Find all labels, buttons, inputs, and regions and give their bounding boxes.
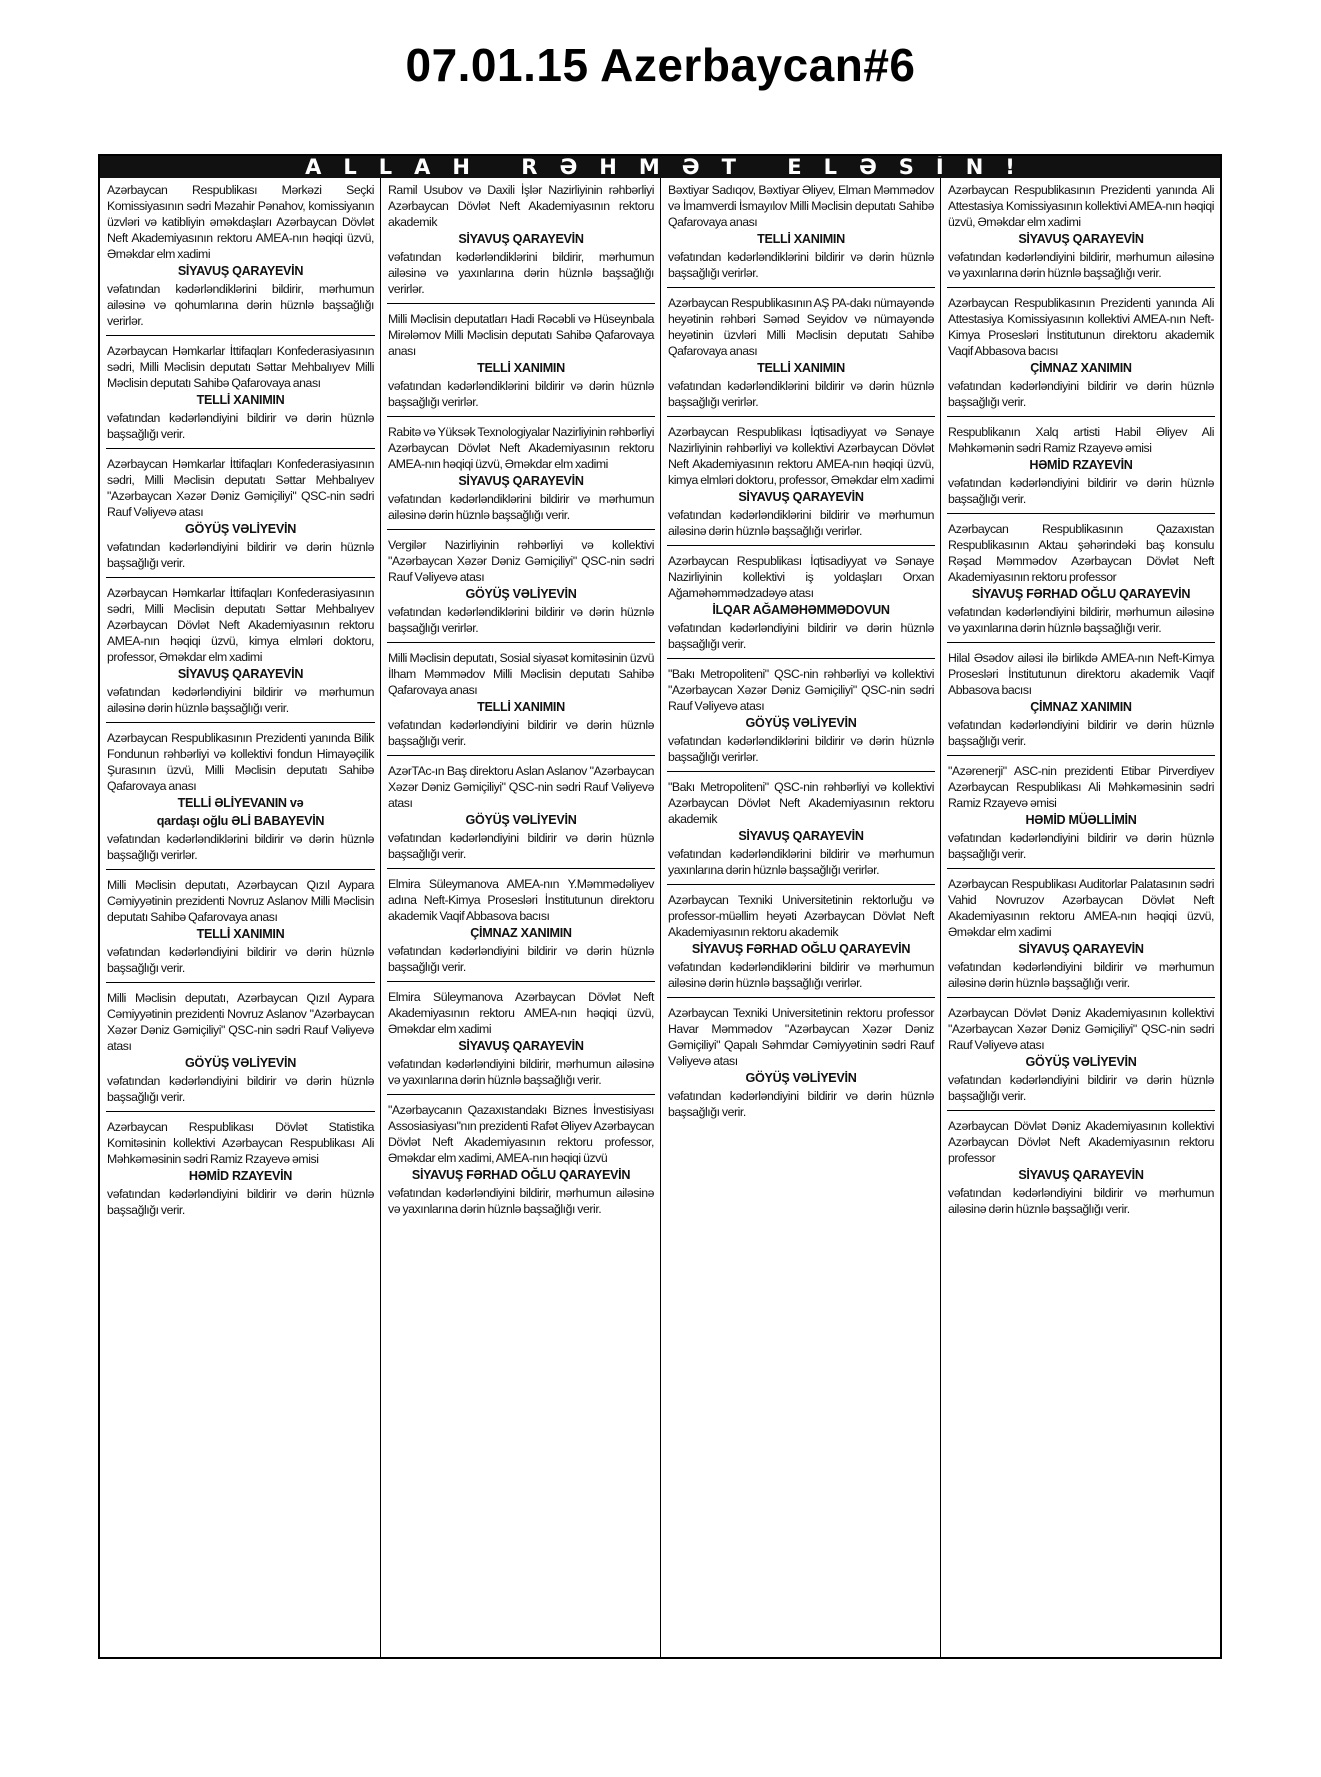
deceased-name: SİYAVUŞ QARAYEVİN (458, 474, 584, 488)
deceased-name: SİYAVUŞ QARAYEVİN (177, 264, 304, 278)
deceased-name: SİYAVUŞ QARAYEVİN (738, 490, 864, 504)
obituary-notice (667, 295, 935, 417)
deceased-name: GÖYÜŞ VƏLİYEVİN (465, 587, 577, 601)
deceased-name: TELLİ XANIMIN (757, 361, 845, 375)
notice-intro: Azərbaycan Dövlət Dəniz Akademiyasının kollektivi "Azərbaycan Xəzər Dəniz Gəmiçiliyi" QSC-nin sədri Rauf Vəliyevə atası (948, 1006, 1214, 1052)
notice-condolence: vəfatından kədərləndiyini bildirir və dərin hüznlə başsağlığı verir. (948, 718, 1214, 748)
notice-intro: Azərbaycan Həmkarlar İttifaqları Konfederasiyasının sədri, Milli Məclisin deputatı Səttar Mehbalıyev "Azərbaycan Xəzər Dəniz Gəmiçiliyi" QSC-nin sədri Rauf Vəliyevə atası (107, 457, 374, 519)
notice-condolence: vəfatından kədərləndiklərini bildirir, mərhumun ailəsinə və yaxınlarına dərin hüznlə başsağlığı verirlər. (388, 250, 654, 296)
notice-condolence: vəfatından kədərləndiyini bildirir və dərin hüznlə başsağlığı verir. (668, 1089, 934, 1119)
banner (100, 156, 1220, 178)
obituary-notice (667, 553, 935, 659)
deceased-name: GÖYÜŞ VƏLİYEVİN (745, 1071, 857, 1085)
notice-intro: Vergilər Nazirliyinin rəhbərliyi və kollektivi "Azərbaycan Xəzər Dəniz Gəmiçiliyi" QSC-nin sədri Rauf Vəliyevə atası (388, 538, 654, 584)
notice-condolence: vəfatından kədərləndiyini bildirir və dərin hüznlə başsağlığı verir. (948, 1073, 1214, 1103)
notice-condolence: vəfatından kədərləndiyini bildirir, mərhumun ailəsinə və yaxınlarına dərin hüznlə başsağlığı verir. (388, 1057, 654, 1087)
obituary-notice (387, 182, 655, 304)
column-2 (380, 178, 660, 1657)
column-3 (660, 178, 940, 1657)
notice-condolence: vəfatından kədərləndiklərini bildirir və mərhumun ailəsinə dərin hüznlə başsağlığı verirlər. (668, 508, 934, 538)
deceased-name: SİYAVUŞ QARAYEVİN (458, 232, 584, 246)
notice-intro: Azərbaycan Respublikası İqtisadiyyat və Sənaye Nazirliyinin kollektivi iş yoldaşları Orxan Ağaməhəmmədzadəyə atası (668, 554, 934, 600)
obituary-notice (667, 1005, 935, 1126)
obituary-notice (106, 1119, 375, 1224)
obituary-notice (106, 877, 375, 983)
deceased-name: İLQAR AĞAMƏHƏMMƏDOVUN (712, 603, 890, 617)
obituary-notice (947, 1118, 1215, 1223)
obituary-notice (667, 182, 935, 288)
notice-intro: Azərbaycan Respublikasının Prezidenti yanında Ali Attestasiya Komissiyasının kollektivi AMEA-nın Neft-Kimya Prosesləri İnstitutunun direktoru akademik Vaqif Abbasova bacısı (948, 296, 1214, 358)
notice-condolence: vəfatından kədərləndiyini bildirir və mərhumun ailəsinə dərin hüznlə başsağlığı verir. (107, 685, 374, 715)
notice-intro: Azərbaycan Respublikası Auditorlar Palatasının sədri Vahid Novruzov Azərbaycan Dövlət Neft Akademiyasının rektoru AMEA-nın həqiqi üzvü, Əməkdar elm xadimi (948, 877, 1214, 939)
notice-condolence: vəfatından kədərləndiyini bildirir və dərin hüznlə başsağlığı verir. (388, 718, 654, 748)
deceased-name: HƏMİD MÜƏLLİMİN (1025, 813, 1137, 827)
deceased-name: SİYAVUŞ QARAYEVİN (458, 1039, 584, 1053)
notice-condolence: vəfatından kədərləndiklərini bildirir, mərhumun ailəsinə və qohumlarına dərin hüznlə başsağlığı verirlər. (107, 282, 374, 328)
obituary-notice (947, 295, 1215, 417)
obituary-notice (387, 424, 655, 530)
notice-intro: AzərTAc-ın Baş direktoru Aslan Aslanov "Azərbaycan Xəzər Dəniz Gəmiçiliyi" QSC-nin sədri Rauf Vəliyevə atası (388, 764, 654, 810)
notice-condolence: vəfatından kədərləndiklərini bildirir və dərin hüznlə başsağlığı verirlər. (668, 379, 934, 409)
deceased-name: SİYAVUŞ FƏRHAD OĞLU QARAYEVİN (411, 1168, 631, 1182)
obituary-notice (947, 876, 1215, 998)
notice-intro: Azərbaycan Respublikasının AŞ PA-dakı nümayəndə heyətinin rəhbəri Səməd Seyidov və nümayəndə heyətinin üzvləri Milli Məclisin deputatı Sahibə Qafarovaya anası (668, 296, 934, 358)
deceased-name: SİYAVUŞ QARAYEVİN (1018, 942, 1144, 956)
deceased-name: HƏMİD RZAYEVİN (1029, 458, 1133, 472)
notice-intro: Milli Məclisin deputatları Hadi Rəcəbli və Hüseynbala Mirələmov Milli Məclisin deputatı Sahibə Qafarovaya anası (388, 312, 654, 358)
notice-condolence: vəfatından kədərləndiyini bildirir və mərhumun ailəsinə dərin hüznlə başsağlığı verir. (948, 960, 1214, 990)
obituary-notice (667, 666, 935, 772)
notice-intro: Azərbaycan Həmkarlar İttifaqları Konfederasiyasının sədri, Milli Məclisin deputatı Səttar Mehbalıyev Milli Məclisin deputatı Sahibə Qafarovaya anası (107, 344, 374, 390)
obituary-notice (387, 1102, 655, 1223)
notice-condolence: vəfatından kədərləndiyini bildirir və dərin hüznlə başsağlığı verir. (668, 621, 934, 651)
notice-intro: Azərbaycan Respublikasının Prezidenti yanında Bilik Fondunun rəhbərliyi və kollektivi fondun Himayəçilik Şurasının üzvü, Milli Məclisin deputatı Sahibə Qafarovaya anası (107, 731, 374, 793)
notice-condolence: vəfatından kədərləndiklərini bildirir və dərin hüznlə başsağlığı verirlər. (388, 605, 654, 635)
deceased-name: TELLİ XANIMIN (196, 393, 285, 407)
notice-condolence: vəfatından kədərləndiklərini bildirir və mərhumun ailəsinə dərin hüznlə başsağlığı verir. (388, 492, 654, 522)
deceased-name: GÖYÜŞ VƏLİYEVİN (184, 522, 296, 536)
notice-intro: Azərbaycan Həmkarlar İttifaqları Konfederasiyasının sədri, Milli Məclisin deputatı Səttar Mehbalıyev Azərbaycan Dövlət Neft Akademiyasının rektoru AMEA-nın həqiqi üzvü, kimya elmləri doktoru, professor, Əməkdar elm xadimi (107, 586, 374, 664)
obituary-notice (387, 537, 655, 643)
notice-intro: "Azərbaycanın Qazaxıstandakı Biznes İnvestisiyası Assosiasiyası"nın prezidenti Rafət Əliyev Azərbaycan Dövlət Neft Akademiyasının rektoru professor, Əməkdar elm xadimi, AMEA-nın həqiqi üzvü (388, 1103, 654, 1165)
columns (100, 178, 1220, 1657)
obituary-notice (947, 1005, 1215, 1111)
obituary-notice (947, 650, 1215, 756)
banner-text: ALLAH RƏHMƏT ELƏSİN! (305, 155, 1037, 179)
obituary-notice (106, 182, 375, 336)
deceased-name: SİYAVUŞ QARAYEVİN (738, 829, 864, 843)
notice-intro: Rabitə və Yüksək Texnologiyalar Nazirliyinin rəhbərliyi Azərbaycan Dövlət Neft Akademiyasının rektoru AMEA-nın həqiqi üzvü, Əməkdar elm xadimi (388, 425, 654, 471)
notice-condolence: vəfatından kədərləndiyini bildirir və dərin hüznlə başsağlığı verir. (107, 945, 374, 975)
deceased-name: TELLİ XANIMIN (196, 927, 285, 941)
notice-intro: Elmira Süleymanova AMEA-nın Y.Məmmədəliyev adına Neft-Kimya Prosesləri İnstitutunun direktoru akademik Vaqif Abbasova bacısı (388, 877, 654, 923)
notice-intro: "Bakı Metropoliteni" QSC-nin rəhbərliyi və kollektivi "Azərbaycan Xəzər Dəniz Gəmiçiliyi" QSC-nin sədri Rauf Vəliyevə atası (668, 667, 934, 713)
notice-condolence: vəfatından kədərləndiyini bildirir və dərin hüznlə başsağlığı verir. (388, 944, 654, 974)
notice-intro: Azərbaycan Texniki Universitetinin rektoru professor Havar Məmmədov "Azərbaycan Xəzər Dəniz Gəmiçiliyi" Qapalı Səhmdar Cəmiyyətinin sədri Rauf Vəliyevə atası (668, 1006, 934, 1068)
deceased-name: TELLİ XANIMIN (477, 700, 565, 714)
notice-intro: Azərbaycan Respublikası Mərkəzi Seçki Komissiyasının sədri Məzahir Pənahov, komissiyanın üzvləri və katibliyin əməkdaşları Azərbaycan Dövlət Neft Akademiyasının rektoru AMEA-nın həqiqi üzvü, Əməkdar elm xadimi (107, 183, 374, 261)
notice-intro: Azərbaycan Respublikasının Qazaxıstan Respublikasının Aktau şəhərindəki baş konsulu Rəşad Məmmədov Azərbaycan Dövlət Neft Akademiyasının rektoru professor (948, 522, 1214, 584)
obituary-notice (106, 343, 375, 449)
obituary-notice (947, 763, 1215, 869)
deceased-name: GÖYÜŞ VƏLİYEVİN (465, 813, 577, 827)
deceased-name-second: qardaşı oğlu ƏLİ BABAYEVİN (156, 814, 325, 828)
notice-condolence: vəfatından kədərləndiyini bildirir və dərin hüznlə başsağlığı verir. (948, 831, 1214, 861)
obituary-notice (667, 424, 935, 546)
notice-condolence: vəfatından kədərləndiyini bildirir, mərhumun ailəsinə və yaxınlarına dərin hüznlə başsağlığı verir. (388, 1186, 654, 1216)
notice-intro: Azərbaycan Respublikası İqtisadiyyat və Sənaye Nazirliyinin rəhbərliyi və kollektivi Azərbaycan Dövlət Neft Akademiyasının rektoru AMEA-nın həqiqi üzvü, kimya elmləri doktoru, professor, Əməkdar elm xadimi (668, 425, 934, 487)
column-1 (100, 178, 380, 1657)
deceased-name: ÇİMNAZ XANIMIN (470, 926, 572, 940)
notice-intro: Elmira Süleymanova Azərbaycan Dövlət Neft Akademiyasının rektoru AMEA-nın həqiqi üzvü, Əməkdar elm xadimi (388, 990, 654, 1036)
notice-condolence: vəfatından kədərləndiklərini bildirir və mərhumun yaxınlarına dərin hüznlə başsağlığı verirlər. (668, 847, 934, 877)
notice-intro: Bəxtiyar Sadıqov, Bəxtiyar Əliyev, Elman Məmmədov və İmamverdi İsmayılov Milli Məclisin deputatı Sahibə Qafarovaya anası (668, 183, 934, 229)
obituary-notice (387, 311, 655, 417)
notice-intro: "Azərenerji" ASC-nin prezidenti Etibar Pirverdiyev Azərbaycan Respublikası Ali Məhkəməsinin sədri Ramiz Rzayevə əmisi (948, 764, 1214, 810)
notice-intro: Hilal Əsədov ailəsi ilə birlikdə AMEA-nın Neft-Kimya Prosesləri İnstitutunun direktoru akademik Vaqif Abbasova bacısı (948, 651, 1214, 697)
obituary-notice (387, 989, 655, 1095)
obituary-notice (387, 876, 655, 982)
deceased-name: SİYAVUŞ QARAYEVİN (1018, 232, 1144, 246)
deceased-name: ÇİMNAZ XANIMIN (1030, 361, 1132, 375)
notice-condolence: vəfatından kədərləndiklərini bildirir və dərin hüznlə başsağlığı verirlər. (107, 832, 374, 862)
deceased-name: TELLİ ƏLİYEVANIN və (177, 796, 304, 810)
obituary-notice (387, 650, 655, 756)
deceased-name: ÇİMNAZ XANIMIN (1030, 700, 1132, 714)
notice-condolence: vəfatından kədərləndiyini bildirir və dərin hüznlə başsağlığı verir. (388, 831, 654, 861)
deceased-name: TELLİ XANIMIN (757, 232, 845, 246)
deceased-name: HƏMİD RZAYEVİN (188, 1169, 293, 1183)
obituary-notice (947, 182, 1215, 288)
obituary-notice (947, 424, 1215, 514)
obituary-notice (947, 521, 1215, 643)
column-4 (940, 178, 1220, 1657)
notice-condolence: vəfatından kədərləndiklərini bildirir və mərhumun ailəsinə dərin hüznlə başsağlığı verirlər. (668, 960, 934, 990)
notice-condolence: vəfatından kədərləndiklərini bildirir və dərin hüznlə başsağlığı verirlər. (668, 250, 934, 280)
notice-condolence: vəfatından kədərləndiyini bildirir, mərhumun ailəsinə və yaxınlarına dərin hüznlə başsağlığı verir. (948, 605, 1214, 635)
notice-condolence: vəfatından kədərləndiyini bildirir və dərin hüznlə başsağlığı verir. (948, 476, 1214, 506)
notice-condolence: vəfatından kədərləndiyini bildirir, mərhumun ailəsinə və yaxınlarına dərin hüznlə başsağlığı verir. (948, 250, 1214, 280)
deceased-name: TELLİ XANIMIN (477, 361, 565, 375)
notice-intro: Azərbaycan Respublikasının Prezidenti yanında Ali Attestasiya Komissiyasının kollektivi AMEA-nın həqiqi üzvü, Əməkdar elm xadimi (948, 183, 1214, 229)
notice-intro: Ramil Usubov və Daxili İşlər Nazirliyinin rəhbərliyi Azərbaycan Dövlət Neft Akademiyasının rektoru akademik (388, 183, 654, 229)
notice-condolence: vəfatından kədərləndiklərini bildirir və dərin hüznlə başsağlığı verirlər. (388, 379, 654, 409)
deceased-name: GÖYÜŞ VƏLİYEVİN (184, 1056, 296, 1070)
deceased-name: SİYAVUŞ QARAYEVİN (177, 667, 304, 681)
notice-condolence: vəfatından kədərləndiklərini bildirir və dərin hüznlə başsağlığı verirlər. (668, 734, 934, 764)
notice-intro: Respublikanın Xalq artisti Habil Əliyev Ali Məhkəmənin sədri Ramiz Rzayevə əmisi (948, 425, 1214, 455)
notice-condolence: vəfatından kədərləndiyini bildirir və mərhumun ailəsinə dərin hüznlə başsağlığı verir. (948, 1186, 1214, 1216)
obituary-notice (387, 763, 655, 869)
deceased-name: GÖYÜŞ VƏLİYEVİN (1025, 1055, 1137, 1069)
notice-intro: Azərbaycan Dövlət Dəniz Akademiyasının kollektivi Azərbaycan Dövlət Neft Akademiyasının rektoru professor (948, 1119, 1214, 1165)
notice-condolence: vəfatından kədərləndiyini bildirir və dərin hüznlə başsağlığı verir. (107, 1187, 374, 1217)
obituary-notice (667, 892, 935, 998)
notice-intro: "Bakı Metropoliteni" QSC-nin rəhbərliyi və kollektivi Azərbaycan Dövlət Neft Akademiyasının rektoru akademik (668, 780, 934, 826)
obituary-notice (106, 730, 375, 870)
notice-condolence: vəfatından kədərləndiyini bildirir və dərin hüznlə başsağlığı verir. (107, 1074, 374, 1104)
notice-intro: Azərbaycan Texniki Universitetinin rektorluğu və professor-müəllim heyəti Azərbaycan Dövlət Neft Akademiyasının rektoru akademik (668, 893, 934, 939)
obituary-notice (106, 990, 375, 1112)
notice-intro: Azərbaycan Respublikası Dövlət Statistika Komitəsinin kollektivi Azərbaycan Respublikası Ali Məhkəməsinin sədri Ramiz Rzayevə əmisi (107, 1120, 374, 1166)
obituary-notice (667, 779, 935, 885)
notice-condolence: vəfatından kədərləndiyini bildirir və dərin hüznlə başsağlığı verir. (107, 540, 374, 570)
deceased-name: GÖYÜŞ VƏLİYEVİN (745, 716, 857, 730)
notice-intro: Milli Məclisin deputatı, Azərbaycan Qızıl Aypara Cəmiyyətinin prezidenti Novruz Aslanov "Azərbaycan Xəzər Dəniz Gəmiçiliyi" QSC-nin sədri Rauf Vəliyevə atası (107, 991, 374, 1053)
deceased-name: SİYAVUŞ QARAYEVİN (1018, 1168, 1144, 1182)
deceased-name: SİYAVUŞ FƏRHAD OĞLU QARAYEVİN (971, 587, 1191, 601)
obituary-frame (98, 154, 1222, 1659)
notice-intro: Milli Məclisin deputatı, Azərbaycan Qızıl Aypara Cəmiyyətinin prezidenti Novruz Aslanov Milli Məclisin deputatı Sahibə Qafarovaya anası (107, 878, 374, 924)
obituary-notice (106, 456, 375, 578)
notice-condolence: vəfatından kədərləndiyini bildirir və dərin hüznlə başsağlığı verir. (948, 379, 1214, 409)
page-title: 07.01.15 Azerbaycan#6 (405, 39, 916, 91)
deceased-name: SİYAVUŞ FƏRHAD OĞLU QARAYEVİN (691, 942, 911, 956)
notice-condolence: vəfatından kədərləndiyini bildirir və dərin hüznlə başsağlığı verir. (107, 411, 374, 441)
notice-intro: Milli Məclisin deputatı, Sosial siyasət komitəsinin üzvü İlham Məmmədov Milli Məclisin deputatı Sahibə Qafarovaya anası (388, 651, 654, 697)
obituary-notice (106, 585, 375, 723)
